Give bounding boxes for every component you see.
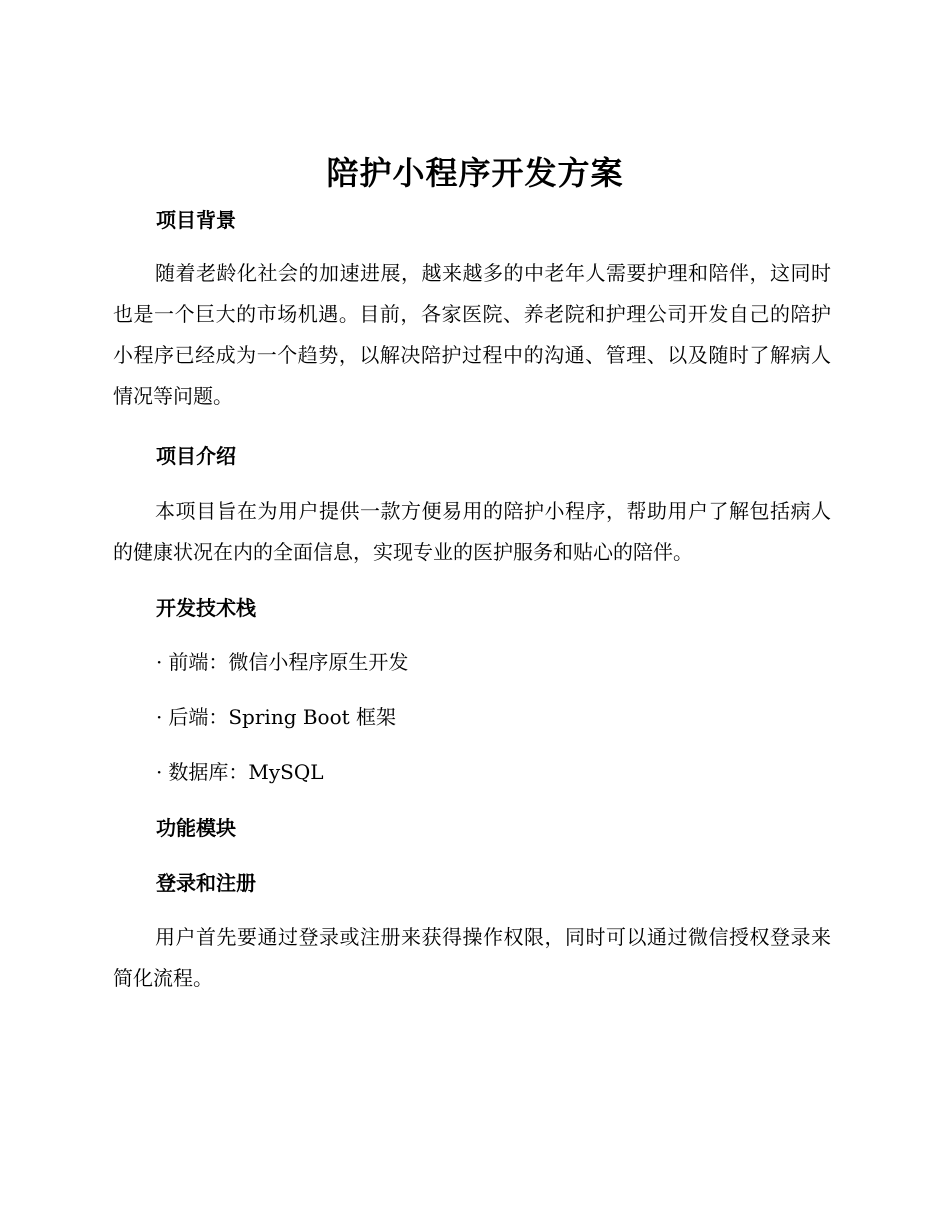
paragraph-background: 随着老龄化社会的加速进展，越来越多的中老年人需要护理和陪伴，这同时也是一个巨大的市场机遇。目前，各家医院、养老院和护理公司开发自己的陪护小程序已经成为一个趋势，以解决陪护过程中的沟通、管理、以及随时了解病人情况等问题。 — [113, 261, 831, 408]
tech-list-item — [156, 703, 396, 731]
section-heading-modules: 功能模块 — [156, 816, 236, 840]
section-heading-intro: 项目介绍 — [156, 444, 236, 468]
bullet-glyph: · — [156, 760, 163, 784]
document-title: 陪护小程序开发方案 — [326, 154, 624, 192]
bullet-glyph: · — [156, 650, 163, 674]
paragraph-login: 用户首先要通过登录或注册来获得操作权限，同时可以通过微信授权登录来简化流程。 — [113, 925, 831, 990]
section-heading-background: 项目背景 — [156, 208, 236, 232]
tech-list-item — [156, 648, 408, 676]
tech-item-backend: 后端：Spring Boot 框架 — [168, 705, 397, 729]
tech-list-item — [156, 758, 324, 786]
paragraph-intro: 本项目旨在为用户提供一款方便易用的陪护小程序，帮助用户了解包括病人的健康状况在内的全面信息，实现专业的医护服务和贴心的陪伴。 — [113, 499, 831, 564]
tech-item-frontend: 前端：微信小程序原生开发 — [168, 650, 409, 674]
section-heading-tech: 开发技术栈 — [156, 596, 256, 620]
tech-item-database: 数据库：MySQL — [168, 760, 324, 784]
section-heading-login: 登录和注册 — [156, 871, 256, 895]
bullet-glyph: · — [156, 705, 163, 729]
